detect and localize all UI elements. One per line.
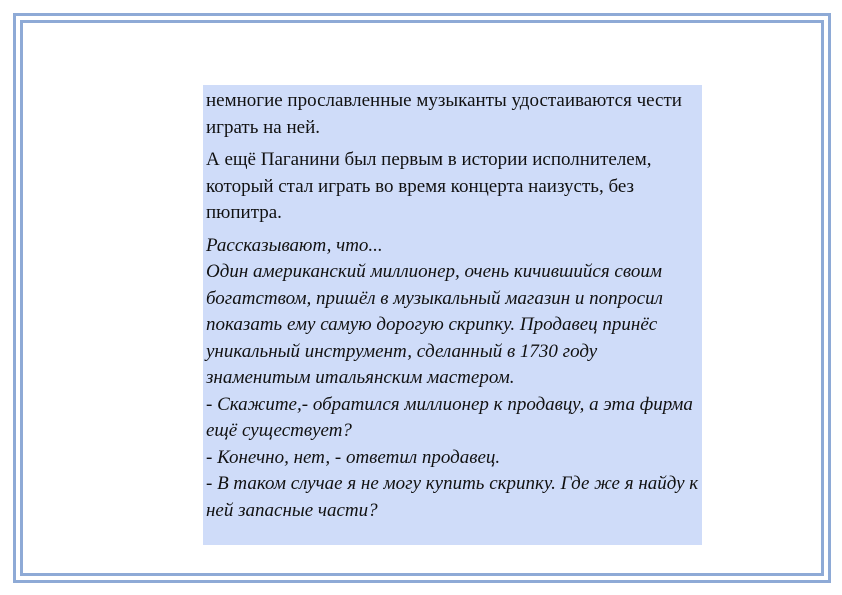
paragraph-paganini-memory: А ещё Паганини был первым в истории исполнителем, который стал играть во время концерта наизусть, без пюпитра. [206, 149, 652, 223]
anecdote-block [206, 233, 700, 525]
paragraph-violin-honor: немногие прославленные музыканты удостаиваются чести играть на ней. [206, 90, 682, 138]
anecdote-dialogue-2: - Конечно, нет, - ответил продавец. [206, 446, 501, 468]
anecdote-narrative: Один американский миллионер, очень кичившийся своим богатством, пришёл в музыкальный магазин и попросил показать ему самую дорогую скрипку. Продавец принёс уникальный инструмент, сделанный в 1730 году знаменитым итальянским мастером. [206, 261, 663, 388]
anecdote-intro: Рассказывают, что... [206, 234, 383, 256]
anecdote-dialogue-3: - В таком случае я не могу купить скрипку. Где же я найду к ней запасные части? [206, 473, 699, 521]
text-box[interactable] [203, 85, 702, 545]
anecdote-dialogue-1: - Скажите,- обратился миллионер к продавцу, а эта фирма ещё существует? [206, 393, 693, 441]
